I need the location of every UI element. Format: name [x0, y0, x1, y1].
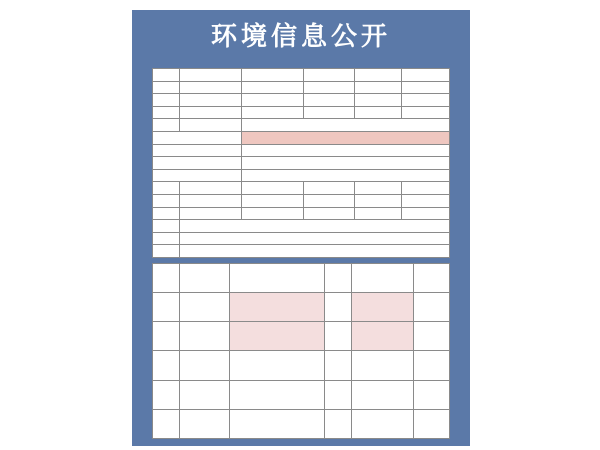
basic-info-table: [152, 68, 450, 258]
disclosure-sheet-hazards: [152, 263, 450, 439]
disclosure-sheet-basic: [152, 68, 450, 258]
page-title: 环境信息公开: [210, 21, 391, 52]
board-header: [152, 14, 450, 54]
hazard-table: [152, 263, 450, 439]
